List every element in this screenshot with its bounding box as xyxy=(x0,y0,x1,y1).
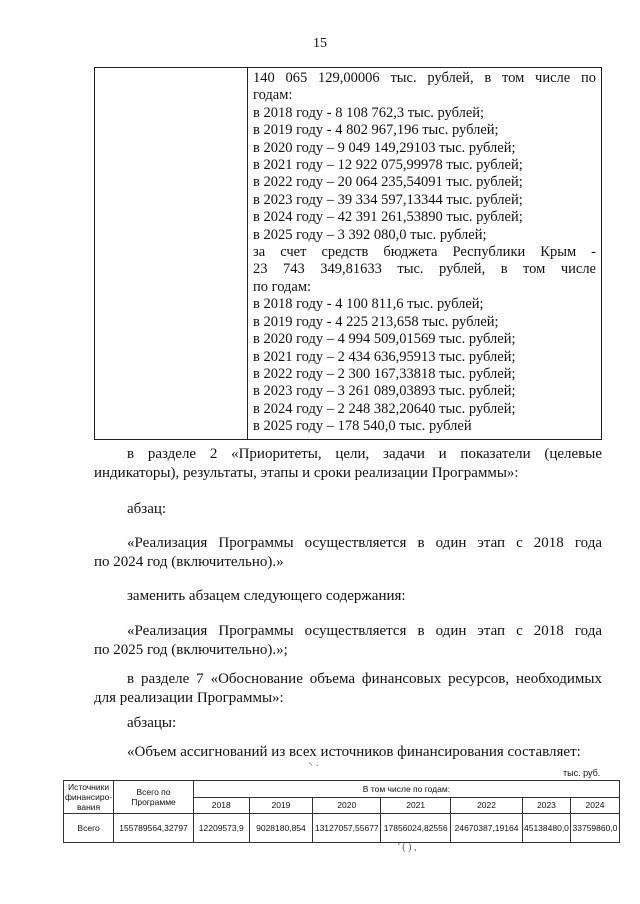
table-row xyxy=(64,814,620,843)
header-by-years: В том числе по годам: xyxy=(193,781,619,798)
row-value: 17856024,82556 xyxy=(381,814,451,843)
scan-mark: ' ( ) , xyxy=(398,842,417,853)
paragraph-line: абзац: xyxy=(127,501,167,517)
funding-line: годам: xyxy=(253,87,293,104)
paragraph-line: заменить абзацем следующего содержания: xyxy=(127,588,406,604)
paragraph-line: «Реализация Программы осуществляется в один этап с 2018 года xyxy=(127,623,602,639)
row-value: 24670387,19164 xyxy=(451,814,523,843)
paragraph-volume xyxy=(127,743,581,762)
funding-line: в 2023 году – 39 334 597,13344 тыс. рублей; xyxy=(253,191,523,208)
paragraph-line: в разделе 2 «Приоритеты, цели, задачи и показатели (целевые xyxy=(127,446,602,462)
row-value: 45138480,0 xyxy=(522,814,570,843)
paragraph-abzacy xyxy=(127,714,176,733)
funding-line: в 2022 году – 2 300 167,33818 тыс. рублей; xyxy=(253,365,516,382)
page-number: 15 xyxy=(313,36,327,51)
paragraph-new-text xyxy=(94,622,602,660)
funding-lines xyxy=(253,70,596,436)
funding-line: по годам: xyxy=(253,278,312,295)
table-content-cell xyxy=(248,68,602,440)
funding-line: в 2020 году – 4 994 509,01569 тыс. рублей; xyxy=(253,331,516,348)
row-value: 13127057,55677 xyxy=(313,814,381,843)
header-year: 2023 xyxy=(522,797,570,814)
header-year: 2024 xyxy=(570,797,619,814)
paragraph-line: по 2025 год (включительно).»; xyxy=(94,642,288,658)
header-year: 2018 xyxy=(193,797,249,814)
funding-line: в 2022 году – 20 064 235,54091 тыс. рублей; xyxy=(253,174,523,191)
funding-line: в 2024 году – 42 391 261,53890 тыс. рублей; xyxy=(253,209,523,226)
scan-mark: ⸌ · xyxy=(308,761,319,772)
paragraph-line: индикаторы), результаты, этапы и сроки реализации Программы»: xyxy=(94,465,519,481)
funding-line: в 2025 году – 3 392 080,0 тыс. рублей; xyxy=(253,226,487,243)
funding-line: в 2021 году – 12 922 075,99978 тыс. рублей; xyxy=(253,157,523,174)
row-label: Всего xyxy=(64,814,114,843)
funding-line: 140 065 129,00006 тыс. рублей, в том числе по xyxy=(253,70,596,86)
paragraph-section-7 xyxy=(94,670,602,708)
header-year: 2021 xyxy=(381,797,451,814)
funding-line: в 2019 году - 4 802 967,196 тыс. рублей; xyxy=(253,122,499,139)
table-left-cell xyxy=(95,68,248,440)
paragraph-line: для реализации Программы»: xyxy=(94,690,284,706)
row-total: 155789564,32797 xyxy=(114,814,194,843)
row-value: 33759860,0 xyxy=(570,814,619,843)
funding-line: за счет средств бюджета Республики Крым - xyxy=(253,244,596,261)
paragraph-line: «Реализация Программы осуществляется в один этап с 2018 года xyxy=(127,535,602,551)
paragraph-replace xyxy=(127,587,406,606)
row-value: 9028180,854 xyxy=(249,814,313,843)
funding-line: в 2020 году – 9 049 149,29103 тыс. рублей; xyxy=(253,139,516,156)
paragraph-abzac xyxy=(127,500,166,519)
paragraph-old-text xyxy=(94,534,602,572)
financing-table xyxy=(63,780,620,843)
funding-line: в 2018 году - 8 108 762,3 тыс. рублей; xyxy=(253,104,485,121)
header-year: 2019 xyxy=(249,797,313,814)
funding-line: в 2023 году – 3 261 089,03893 тыс. рублей; xyxy=(253,383,516,400)
paragraph-line: по 2024 год (включительно).» xyxy=(94,554,284,570)
funding-line: в 2018 году - 4 100 811,6 тыс. рублей; xyxy=(253,296,484,313)
header-year: 2022 xyxy=(451,797,523,814)
row-value: 12209573,9 xyxy=(193,814,249,843)
header-year: 2020 xyxy=(313,797,381,814)
header-total: Всего по Программе xyxy=(114,781,194,814)
funding-line: в 2021 году – 2 434 636,95913 тыс. рублей; xyxy=(253,348,516,365)
funding-line: в 2019 году - 4 225 213,658 тыс. рублей; xyxy=(253,313,499,330)
program-funding-table xyxy=(94,67,602,440)
funding-line: в 2025 году – 178 540,0 тыс. рублей xyxy=(253,418,472,435)
header-source: Источники финансиро-вания xyxy=(65,782,113,812)
funding-line: 23 743 349,81633 тыс. рублей, в том числе xyxy=(253,261,596,278)
paragraph-line: «Объем ассигнований из всех источников финансирования составляет: xyxy=(127,744,581,760)
paragraph-line: абзацы: xyxy=(127,715,177,731)
paragraph-section-2 xyxy=(94,445,602,483)
units-label: тыс. руб. xyxy=(563,768,601,778)
funding-line: в 2024 году – 2 248 382,20640 тыс. рублей; xyxy=(253,400,516,417)
paragraph-line: в разделе 7 «Обоснование объема финансовых ресурсов, необходимых xyxy=(127,671,602,687)
